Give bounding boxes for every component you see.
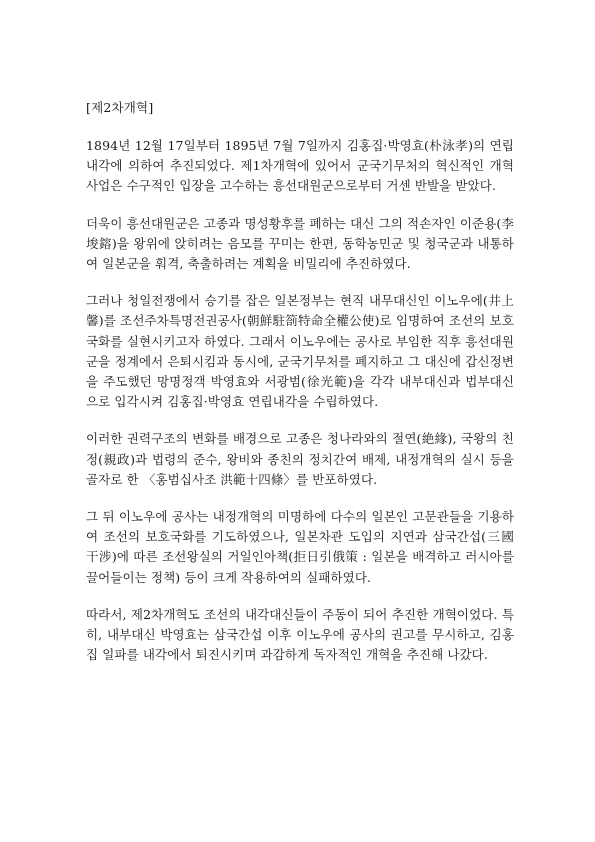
paragraph-5: 그 뒤 이노우에 공사는 내정개혁의 미명하에 다수의 일본인 고문관들을 기용하여 조선의 보호국화를 기도하였으나, 일본차관 도입의 지연과 삼국간섭(三國干涉)에 따른 조선왕실의 거일인아책(拒日引俄策 : 일본을 배격하고 러시아를 끌어들이는 정책) 등이 크게 작용하여의 실패하였다. xyxy=(86,509,514,585)
section-title: [제2차개혁] xyxy=(86,100,154,115)
paragraph-2: 더욱이 흥선대원군은 고종과 명성황후를 폐하는 대신 그의 적손자인 이준용(李埈鎔)을 왕위에 앉히려는 음모를 꾸미는 한편, 동학농민군 및 청국군과 내통하여 일본군을 훠격, 축출하려는 계획을 비밀리에 추진하였다. xyxy=(86,215,514,272)
paragraph-3: 그러나 청일전쟁에서 승기를 잡은 일본정부는 현직 내무대신인 이노우에(井上馨)를 조선주차특명전권공사(朝鮮駐箚特命全權公使)로 임명하여 조선의 보호국화를 실현시키고자 하였다. 그래서 이노우에는 공사로 부임한 직후 흥선대원군을 정계에서 은퇴시킴과 동시에, 군국기무처를 폐지하고 그 대신에 갑신정변을 주도했던 망명정객 박영효와 서광범(徐光範)을 각각 내부대신과 법부대신으로 입각시켜 김홍집·박영효 연립내각을 수립하였다. xyxy=(86,293,514,410)
paragraph-1: 1894년 12월 17일부터 1895년 7월 7일까지 김홍집·박영효(朴泳孝)의 연립내각에 의하여 추진되었다. 제1차개혁에 있어서 군국기무처의 혁신적인 개혁사업은 수구적인 입장을 고수하는 흥선대원군으로부터 거센 반발을 받았다. xyxy=(86,138,514,194)
paragraph-6: 따라서, 제2차개혁도 조선의 내각대신들이 주동이 되어 추진한 개혁이었다. 특히, 내부대신 박영효는 삼국간섭 이후 이노우에 공사의 권고를 무시하고, 김홍집 일파를 내각에서 퇴진시키며 과감하게 독자적인 개혁을 추진해 나갔다. xyxy=(86,606,514,663)
document-body xyxy=(86,98,514,682)
paragraph-4: 이러한 권력구조의 변화를 배경으로 고종은 청나라와의 절연(絶緣), 국왕의 친정(親政)과 법령의 준수, 왕비와 종친의 정치간여 배제, 내정개혁의 실시 등을 골자로 한 〈홍범십사조 洪範十四條〉를 반포하였다. xyxy=(86,431,514,487)
